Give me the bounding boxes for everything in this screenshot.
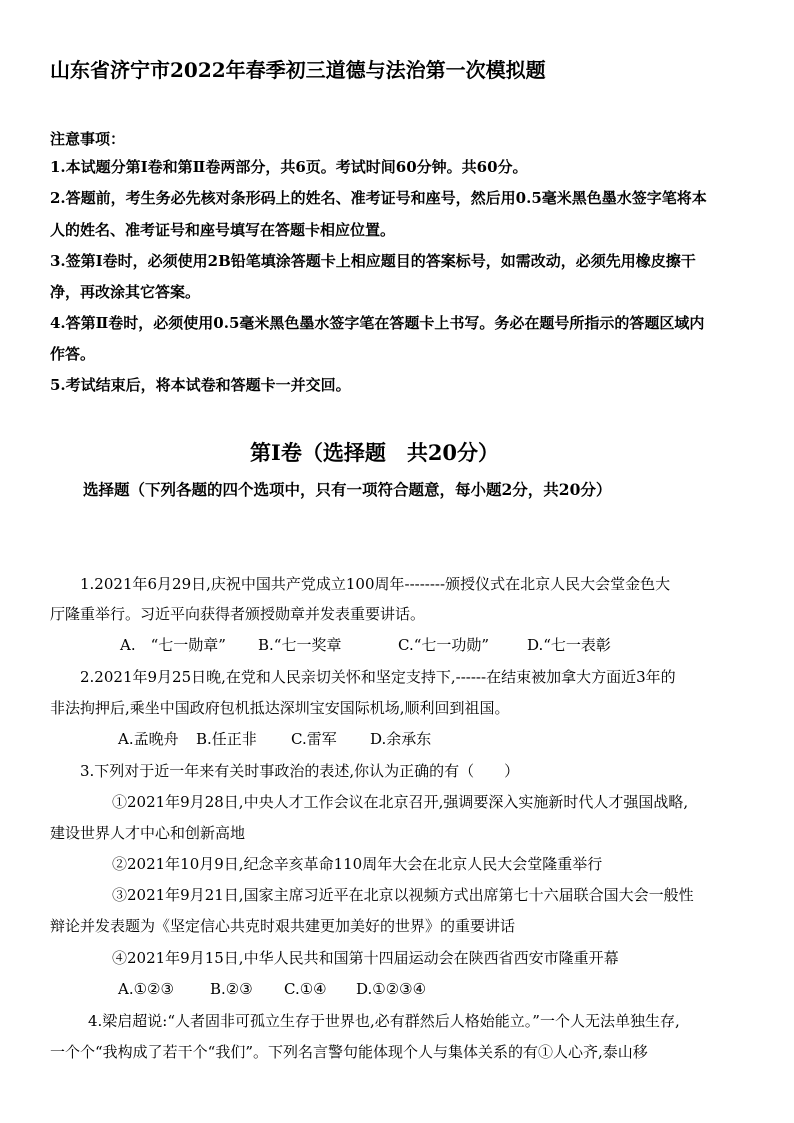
question-3-option-b: B.②③ xyxy=(210,980,253,998)
question-1-option-c: C.“七一功勋” xyxy=(398,636,490,654)
question-3-option-a: A.①②③ xyxy=(118,980,174,998)
question-1-option-d: D.“七一表彰 xyxy=(527,636,611,654)
question-3-option-c: C.①④ xyxy=(284,980,327,998)
notice-line: 作答。 xyxy=(50,345,96,363)
question-1-stem-cont: 厅隆重举行。习近平向获得者颁授勋章并发表重要讲话。 xyxy=(50,605,426,623)
question-3-item: ③2021年9月21日,国家主席习近平在北京以视频方式出席第七十六届联合国大会一般性 xyxy=(112,886,694,904)
question-3-item-cont: 建设世界人才中心和创新高地 xyxy=(50,824,246,842)
notice-line: 3.签第Ⅰ卷时，必须使用2B铅笔填涂答题卡上相应题目的答案标号，如需改动，必须先用橡皮擦干 xyxy=(50,252,696,270)
question-3-item: ④2021年9月15日,中华人民共和国第十四届运动会在陕西省西安市隆重开幕 xyxy=(112,949,619,967)
question-4-stem: 4.梁启超说:“人者固非可孤立生存于世界也,必有群然后人格始能立。”一个人无法单独生存, xyxy=(88,1012,680,1030)
section-subtitle: 选择题（下列各题的四个选项中，只有一项符合题意，每小题2分，共20分） xyxy=(83,480,612,499)
notice-line: 人的姓名、准考证号和座号填写在答题卡相应位置。 xyxy=(50,221,396,239)
notice-line: 2.答题前，考生务必先核对条形码上的姓名、准考证号和座号，然后用0.5毫米黑色墨水签字笔将本 xyxy=(50,189,707,207)
notice-line: 1.本试题分第Ⅰ卷和第Ⅱ卷两部分，共6页。考试时间60分钟。共60分。 xyxy=(50,158,528,176)
question-3-item: ②2021年10月9日,纪念辛亥革命110周年大会在北京人民大会堂隆重举行 xyxy=(112,855,603,873)
question-1-option-a: A. “七一勋章” xyxy=(120,636,226,654)
notice-heading: 注意事项： xyxy=(50,130,126,148)
question-1-stem: 1.2021年6月29日,庆祝中国共产党成立100周年--------颁授仪式在北京人民大会堂金色大 xyxy=(80,575,671,593)
section-title: 第Ⅰ卷（选择题 共20分） xyxy=(250,440,500,465)
question-3-option-d: D.①②③④ xyxy=(356,980,427,998)
question-2-stem-cont: 非法拘押后,乘坐中国政府包机抵达深圳宝安国际机场,顺利回到祖国。 xyxy=(50,699,510,717)
page-title: 山东省济宁市2022年春季初三道德与法治第一次模拟题 xyxy=(50,58,546,82)
question-3-item-cont: 辩论并发表题为《坚定信心共克时艰共建更加美好的世界》的重要讲话 xyxy=(50,917,516,935)
question-2-option-a: A.孟晚舟 xyxy=(118,730,179,748)
question-2-option-d: D.余承东 xyxy=(370,730,432,748)
notice-line: 净，再改涂其它答案。 xyxy=(50,283,201,301)
question-1-option-b: B.“七一奖章 xyxy=(258,636,342,654)
notice-line: 4.答第Ⅱ卷时，必须使用0.5毫米黑色墨水签字笔在答题卡上书写。务必在题号所指示的答题区域内 xyxy=(50,314,705,332)
question-3-stem: 3.下列对于近一年来有关时事政治的表述,你认为正确的有（ ） xyxy=(80,762,520,780)
question-2-option-c: C.雷军 xyxy=(291,730,337,748)
question-3-item: ①2021年9月28日,中央人才工作会议在北京召开,强调要深入实施新时代人才强国战略, xyxy=(112,793,689,811)
notice-line: 5.考试结束后，将本试卷和答题卡一并交回。 xyxy=(50,376,351,394)
question-2-stem: 2.2021年9月25日晚,在党和人民亲切关怀和坚定支持下,------在结束被加拿大方面近3年的 xyxy=(80,668,676,686)
question-2-option-b: B.任正非 xyxy=(196,730,257,748)
question-4-stem-cont: 一个个“我构成了若干个“我们”。下列名言警句能体现个人与集体关系的有①人心齐,泰山移 xyxy=(50,1043,648,1061)
